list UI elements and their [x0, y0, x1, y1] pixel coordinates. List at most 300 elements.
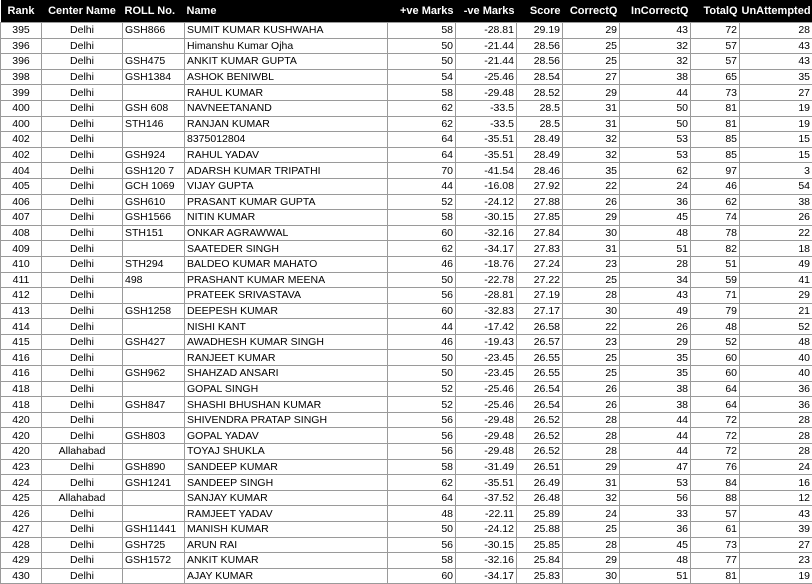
cell-score: 26.55 — [517, 350, 563, 366]
cell-name: SANJAY KUMAR — [185, 490, 388, 506]
cell-score: 26.48 — [517, 490, 563, 506]
cell-name: SHASHI BHUSHAN KUMAR — [185, 397, 388, 413]
cell-roll-no: STH294 — [123, 256, 185, 272]
cell-negative-marks: -30.15 — [456, 537, 517, 553]
cell-correct-q: 26 — [563, 397, 620, 413]
cell-incorrect-q: 32 — [620, 38, 691, 54]
table-row — [1, 319, 812, 335]
cell-rank: 396 — [1, 54, 42, 70]
cell-name: SANDEEP KUMAR — [185, 459, 388, 475]
cell-total-q: 84 — [691, 475, 740, 491]
cell-incorrect-q: 35 — [620, 350, 691, 366]
cell-name: ANKIT KUMAR GUPTA — [185, 54, 388, 70]
cell-correct-q: 22 — [563, 178, 620, 194]
cell-center-name: Delhi — [42, 178, 123, 194]
cell-total-q: 64 — [691, 381, 740, 397]
table-row — [1, 522, 812, 538]
cell-negative-marks: -33.5 — [456, 116, 517, 132]
cell-unattempted: 15 — [740, 132, 812, 148]
cell-negative-marks: -25.46 — [456, 381, 517, 397]
table-row — [1, 178, 812, 194]
cell-score: 28.49 — [517, 147, 563, 163]
cell-center-name: Delhi — [42, 256, 123, 272]
cell-center-name: Delhi — [42, 272, 123, 288]
cell-total-q: 52 — [691, 334, 740, 350]
cell-roll-no: GSH610 — [123, 194, 185, 210]
cell-roll-no: GSH890 — [123, 459, 185, 475]
cell-rank: 429 — [1, 553, 42, 569]
cell-center-name: Delhi — [42, 23, 123, 39]
table-row — [1, 334, 812, 350]
cell-total-q: 72 — [691, 444, 740, 460]
header-roll-no: ROLL No. — [123, 0, 185, 23]
table-row — [1, 553, 812, 569]
cell-incorrect-q: 53 — [620, 475, 691, 491]
cell-correct-q: 25 — [563, 350, 620, 366]
cell-total-q: 51 — [691, 256, 740, 272]
cell-unattempted: 35 — [740, 69, 812, 85]
cell-unattempted: 52 — [740, 319, 812, 335]
cell-incorrect-q: 48 — [620, 553, 691, 569]
cell-center-name: Delhi — [42, 210, 123, 226]
cell-negative-marks: -28.81 — [456, 288, 517, 304]
cell-correct-q: 25 — [563, 522, 620, 538]
cell-incorrect-q: 45 — [620, 537, 691, 553]
cell-total-q: 97 — [691, 163, 740, 179]
cell-unattempted: 36 — [740, 381, 812, 397]
cell-roll-no: 498 — [123, 272, 185, 288]
cell-negative-marks: -24.12 — [456, 194, 517, 210]
cell-total-q: 81 — [691, 100, 740, 116]
cell-correct-q: 31 — [563, 116, 620, 132]
cell-score: 27.88 — [517, 194, 563, 210]
table-row — [1, 100, 812, 116]
table-row — [1, 568, 812, 584]
cell-negative-marks: -35.51 — [456, 475, 517, 491]
cell-total-q: 81 — [691, 568, 740, 584]
cell-unattempted: 23 — [740, 553, 812, 569]
cell-total-q: 64 — [691, 397, 740, 413]
table-row — [1, 116, 812, 132]
cell-total-q: 71 — [691, 288, 740, 304]
cell-rank: 409 — [1, 241, 42, 257]
cell-roll-no: GSH1566 — [123, 210, 185, 226]
cell-name: ARUN RAI — [185, 537, 388, 553]
cell-rank: 425 — [1, 490, 42, 506]
cell-negative-marks: -24.12 — [456, 522, 517, 538]
header-center-name: Center Name — [42, 0, 123, 23]
cell-total-q: 88 — [691, 490, 740, 506]
cell-center-name: Delhi — [42, 303, 123, 319]
cell-center-name: Delhi — [42, 459, 123, 475]
cell-unattempted: 27 — [740, 537, 812, 553]
cell-unattempted: 28 — [740, 412, 812, 428]
cell-correct-q: 27 — [563, 69, 620, 85]
cell-center-name: Delhi — [42, 475, 123, 491]
cell-score: 26.57 — [517, 334, 563, 350]
header-unattempted: UnAttempted — [740, 0, 812, 23]
cell-center-name: Delhi — [42, 366, 123, 382]
cell-rank: 413 — [1, 303, 42, 319]
cell-positive-marks: 56 — [388, 428, 456, 444]
cell-incorrect-q: 53 — [620, 147, 691, 163]
cell-negative-marks: -41.54 — [456, 163, 517, 179]
cell-correct-q: 28 — [563, 412, 620, 428]
cell-positive-marks: 52 — [388, 381, 456, 397]
table-row — [1, 132, 812, 148]
cell-score: 26.52 — [517, 412, 563, 428]
cell-name: PRASANT KUMAR GUPTA — [185, 194, 388, 210]
cell-score: 28.56 — [517, 54, 563, 70]
table-row — [1, 459, 812, 475]
table-row — [1, 69, 812, 85]
cell-correct-q: 24 — [563, 506, 620, 522]
cell-correct-q: 29 — [563, 210, 620, 226]
cell-score: 27.84 — [517, 225, 563, 241]
cell-positive-marks: 50 — [388, 350, 456, 366]
cell-positive-marks: 50 — [388, 38, 456, 54]
cell-incorrect-q: 36 — [620, 522, 691, 538]
cell-name: RANJEET KUMAR — [185, 350, 388, 366]
cell-positive-marks: 60 — [388, 225, 456, 241]
cell-positive-marks: 48 — [388, 506, 456, 522]
cell-unattempted: 54 — [740, 178, 812, 194]
cell-rank: 400 — [1, 100, 42, 116]
cell-positive-marks: 58 — [388, 85, 456, 101]
cell-negative-marks: -33.5 — [456, 100, 517, 116]
cell-name: PRASHANT KUMAR MEENA — [185, 272, 388, 288]
cell-center-name: Delhi — [42, 69, 123, 85]
cell-negative-marks: -21.44 — [456, 38, 517, 54]
cell-incorrect-q: 35 — [620, 366, 691, 382]
cell-total-q: 85 — [691, 147, 740, 163]
cell-unattempted: 16 — [740, 475, 812, 491]
header-score: Score — [517, 0, 563, 23]
cell-name: VIJAY GUPTA — [185, 178, 388, 194]
table-row — [1, 23, 812, 39]
cell-total-q: 57 — [691, 38, 740, 54]
cell-name: ASHOK BENIWBL — [185, 69, 388, 85]
cell-unattempted: 15 — [740, 147, 812, 163]
cell-center-name: Delhi — [42, 522, 123, 538]
cell-positive-marks: 64 — [388, 490, 456, 506]
cell-incorrect-q: 43 — [620, 23, 691, 39]
cell-total-q: 79 — [691, 303, 740, 319]
cell-negative-marks: -30.15 — [456, 210, 517, 226]
cell-correct-q: 31 — [563, 100, 620, 116]
cell-positive-marks: 56 — [388, 412, 456, 428]
cell-correct-q: 28 — [563, 537, 620, 553]
cell-center-name: Delhi — [42, 506, 123, 522]
cell-negative-marks: -17.42 — [456, 319, 517, 335]
cell-total-q: 48 — [691, 319, 740, 335]
cell-correct-q: 28 — [563, 428, 620, 444]
cell-center-name: Delhi — [42, 334, 123, 350]
cell-name: BALDEO KUMAR MAHATO — [185, 256, 388, 272]
cell-incorrect-q: 28 — [620, 256, 691, 272]
table-row — [1, 38, 812, 54]
cell-unattempted: 21 — [740, 303, 812, 319]
cell-unattempted: 24 — [740, 459, 812, 475]
cell-score: 25.89 — [517, 506, 563, 522]
cell-unattempted: 19 — [740, 100, 812, 116]
cell-roll-no — [123, 444, 185, 460]
cell-name: ANKIT KUMAR — [185, 553, 388, 569]
cell-score: 26.49 — [517, 475, 563, 491]
cell-correct-q: 31 — [563, 475, 620, 491]
cell-unattempted: 39 — [740, 522, 812, 538]
cell-score: 26.58 — [517, 319, 563, 335]
cell-unattempted: 49 — [740, 256, 812, 272]
cell-score: 28.49 — [517, 132, 563, 148]
cell-total-q: 57 — [691, 54, 740, 70]
cell-correct-q: 23 — [563, 256, 620, 272]
cell-roll-no — [123, 490, 185, 506]
cell-unattempted: 36 — [740, 397, 812, 413]
cell-total-q: 77 — [691, 553, 740, 569]
table-row — [1, 412, 812, 428]
table-row — [1, 54, 812, 70]
cell-unattempted: 43 — [740, 38, 812, 54]
cell-positive-marks: 58 — [388, 210, 456, 226]
cell-center-name: Delhi — [42, 428, 123, 444]
cell-incorrect-q: 51 — [620, 241, 691, 257]
cell-total-q: 73 — [691, 537, 740, 553]
cell-negative-marks: -16.08 — [456, 178, 517, 194]
table-row — [1, 381, 812, 397]
cell-center-name: Delhi — [42, 38, 123, 54]
cell-roll-no — [123, 132, 185, 148]
cell-incorrect-q: 38 — [620, 397, 691, 413]
cell-negative-marks: -18.76 — [456, 256, 517, 272]
cell-negative-marks: -32.16 — [456, 553, 517, 569]
cell-roll-no — [123, 319, 185, 335]
cell-center-name: Delhi — [42, 553, 123, 569]
cell-score: 25.84 — [517, 553, 563, 569]
cell-roll-no — [123, 241, 185, 257]
cell-name: DEEPESH KUMAR — [185, 303, 388, 319]
cell-center-name: Delhi — [42, 537, 123, 553]
header-total-q: TotalQ — [691, 0, 740, 23]
cell-center-name: Delhi — [42, 397, 123, 413]
header-negative-marks: -ve Marks — [456, 0, 517, 23]
cell-positive-marks: 50 — [388, 272, 456, 288]
cell-name: 8375012804 — [185, 132, 388, 148]
cell-total-q: 60 — [691, 350, 740, 366]
cell-name: RAHUL YADAV — [185, 147, 388, 163]
cell-correct-q: 25 — [563, 54, 620, 70]
cell-unattempted: 43 — [740, 54, 812, 70]
cell-unattempted: 19 — [740, 116, 812, 132]
cell-roll-no: STH151 — [123, 225, 185, 241]
cell-correct-q: 29 — [563, 459, 620, 475]
cell-score: 27.85 — [517, 210, 563, 226]
cell-score: 28.56 — [517, 38, 563, 54]
cell-incorrect-q: 47 — [620, 459, 691, 475]
cell-score: 25.88 — [517, 522, 563, 538]
cell-positive-marks: 70 — [388, 163, 456, 179]
cell-incorrect-q: 34 — [620, 272, 691, 288]
cell-center-name: Delhi — [42, 288, 123, 304]
cell-positive-marks: 44 — [388, 178, 456, 194]
cell-correct-q: 29 — [563, 85, 620, 101]
cell-positive-marks: 60 — [388, 303, 456, 319]
cell-unattempted: 28 — [740, 428, 812, 444]
cell-total-q: 72 — [691, 428, 740, 444]
cell-incorrect-q: 49 — [620, 303, 691, 319]
cell-negative-marks: -37.52 — [456, 490, 517, 506]
cell-unattempted: 28 — [740, 23, 812, 39]
cell-score: 27.19 — [517, 288, 563, 304]
cell-incorrect-q: 50 — [620, 116, 691, 132]
cell-center-name: Delhi — [42, 381, 123, 397]
table-row — [1, 537, 812, 553]
cell-correct-q: 25 — [563, 366, 620, 382]
cell-positive-marks: 52 — [388, 194, 456, 210]
cell-name: NAVNEETANAND — [185, 100, 388, 116]
cell-rank: 410 — [1, 256, 42, 272]
cell-center-name: Delhi — [42, 85, 123, 101]
table-row — [1, 241, 812, 257]
cell-negative-marks: -21.44 — [456, 54, 517, 70]
table-row — [1, 303, 812, 319]
cell-unattempted: 12 — [740, 490, 812, 506]
header-incorrect-q: InCorrectQ — [620, 0, 691, 23]
cell-correct-q: 29 — [563, 23, 620, 39]
cell-positive-marks: 58 — [388, 553, 456, 569]
cell-total-q: 60 — [691, 366, 740, 382]
cell-rank: 411 — [1, 272, 42, 288]
cell-roll-no: GSH725 — [123, 537, 185, 553]
cell-roll-no — [123, 506, 185, 522]
cell-score: 27.24 — [517, 256, 563, 272]
cell-roll-no: GSH120 7 — [123, 163, 185, 179]
cell-rank: 407 — [1, 210, 42, 226]
cell-negative-marks: -31.49 — [456, 459, 517, 475]
cell-rank: 418 — [1, 397, 42, 413]
cell-total-q: 82 — [691, 241, 740, 257]
cell-rank: 402 — [1, 147, 42, 163]
cell-positive-marks: 50 — [388, 54, 456, 70]
cell-name: SUMIT KUMAR KUSHWAHA — [185, 23, 388, 39]
cell-incorrect-q: 38 — [620, 381, 691, 397]
cell-rank: 399 — [1, 85, 42, 101]
cell-incorrect-q: 45 — [620, 210, 691, 226]
cell-name: SANDEEP SINGH — [185, 475, 388, 491]
cell-score: 25.85 — [517, 537, 563, 553]
cell-correct-q: 26 — [563, 194, 620, 210]
cell-rank: 396 — [1, 38, 42, 54]
cell-rank: 414 — [1, 319, 42, 335]
cell-unattempted: 41 — [740, 272, 812, 288]
cell-center-name: Delhi — [42, 132, 123, 148]
cell-score: 26.54 — [517, 397, 563, 413]
cell-incorrect-q: 53 — [620, 132, 691, 148]
table-row — [1, 163, 812, 179]
cell-total-q: 46 — [691, 178, 740, 194]
cell-negative-marks: -32.16 — [456, 225, 517, 241]
cell-correct-q: 22 — [563, 319, 620, 335]
cell-total-q: 65 — [691, 69, 740, 85]
cell-correct-q: 25 — [563, 38, 620, 54]
cell-score: 27.17 — [517, 303, 563, 319]
cell-incorrect-q: 50 — [620, 100, 691, 116]
cell-rank: 430 — [1, 568, 42, 584]
cell-rank: 416 — [1, 350, 42, 366]
table-row — [1, 225, 812, 241]
cell-incorrect-q: 36 — [620, 194, 691, 210]
cell-rank: 415 — [1, 334, 42, 350]
cell-correct-q: 30 — [563, 303, 620, 319]
cell-center-name: Delhi — [42, 116, 123, 132]
cell-positive-marks: 62 — [388, 475, 456, 491]
cell-rank: 400 — [1, 116, 42, 132]
cell-roll-no: GSH962 — [123, 366, 185, 382]
cell-center-name: Delhi — [42, 194, 123, 210]
cell-rank: 428 — [1, 537, 42, 553]
cell-roll-no: GSH427 — [123, 334, 185, 350]
cell-correct-q: 31 — [563, 241, 620, 257]
cell-negative-marks: -35.51 — [456, 132, 517, 148]
cell-name: GOPAL YADAV — [185, 428, 388, 444]
cell-negative-marks: -34.17 — [456, 568, 517, 584]
cell-correct-q: 29 — [563, 553, 620, 569]
cell-name: ONKAR AGRAWWAL — [185, 225, 388, 241]
cell-total-q: 78 — [691, 225, 740, 241]
cell-roll-no: GSH 608 — [123, 100, 185, 116]
cell-score: 28.52 — [517, 85, 563, 101]
cell-name: AWADHESH KUMAR SINGH — [185, 334, 388, 350]
cell-rank: 408 — [1, 225, 42, 241]
cell-correct-q: 32 — [563, 490, 620, 506]
cell-incorrect-q: 44 — [620, 428, 691, 444]
cell-positive-marks: 56 — [388, 537, 456, 553]
header-positive-marks: +ve Marks — [388, 0, 456, 23]
table-row — [1, 366, 812, 382]
cell-roll-no: GSH924 — [123, 147, 185, 163]
cell-total-q: 81 — [691, 116, 740, 132]
cell-negative-marks: -25.46 — [456, 69, 517, 85]
cell-name: SHIVENDRA PRATAP SINGH — [185, 412, 388, 428]
cell-negative-marks: -22.78 — [456, 272, 517, 288]
cell-positive-marks: 64 — [388, 132, 456, 148]
cell-negative-marks: -22.11 — [456, 506, 517, 522]
cell-incorrect-q: 24 — [620, 178, 691, 194]
cell-negative-marks: -32.83 — [456, 303, 517, 319]
cell-positive-marks: 56 — [388, 444, 456, 460]
cell-rank: 405 — [1, 178, 42, 194]
cell-rank: 402 — [1, 132, 42, 148]
cell-score: 27.83 — [517, 241, 563, 257]
cell-roll-no: GSH1572 — [123, 553, 185, 569]
cell-rank: 424 — [1, 475, 42, 491]
cell-rank: 412 — [1, 288, 42, 304]
cell-positive-marks: 62 — [388, 241, 456, 257]
header-row — [1, 0, 812, 23]
cell-correct-q: 23 — [563, 334, 620, 350]
cell-roll-no — [123, 85, 185, 101]
cell-rank: 406 — [1, 194, 42, 210]
cell-positive-marks: 44 — [388, 319, 456, 335]
cell-roll-no: GSH11441 — [123, 522, 185, 538]
cell-incorrect-q: 62 — [620, 163, 691, 179]
cell-incorrect-q: 44 — [620, 412, 691, 428]
header-name: Name — [185, 0, 388, 23]
cell-unattempted: 27 — [740, 85, 812, 101]
table-row — [1, 444, 812, 460]
table-row — [1, 475, 812, 491]
cell-roll-no — [123, 412, 185, 428]
